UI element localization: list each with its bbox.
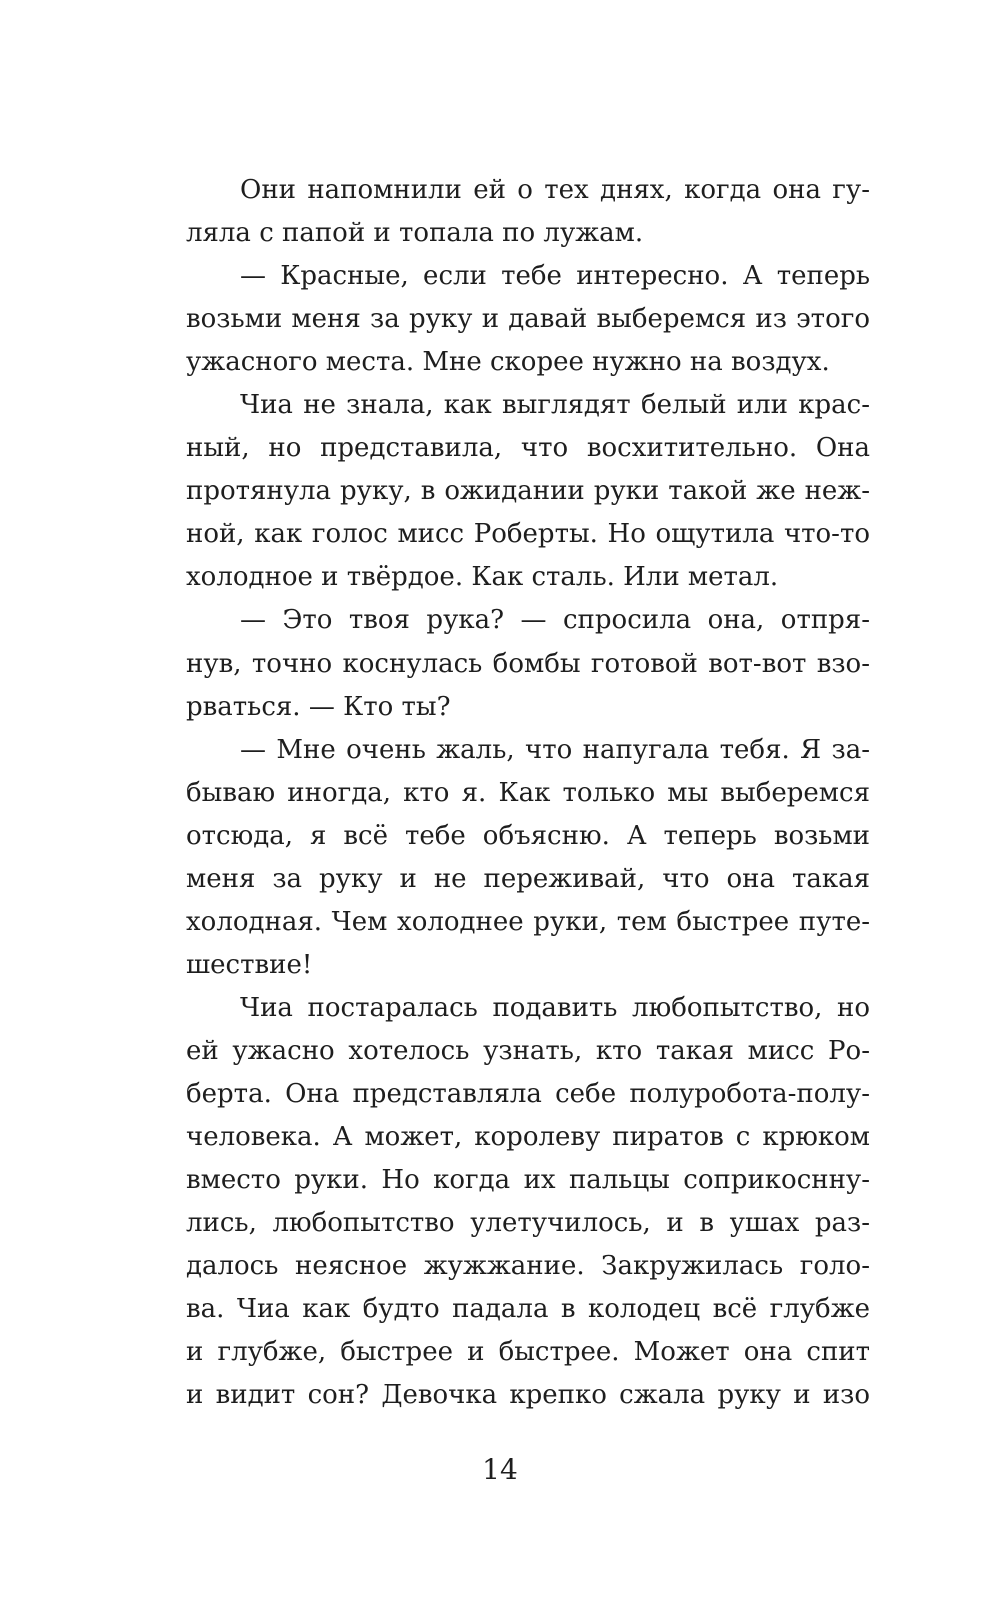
text-line: ный, но представила, что восхитительно. Она — [186, 433, 870, 464]
text-line: протянула руку, в ожидании руки такой же неж- — [186, 476, 870, 507]
text-line: ей ужасно хотелось узнать, кто такая мисс Ро- — [186, 1035, 870, 1066]
text-line: холодная. Чем холоднее руки, тем быстрее путе- — [186, 906, 870, 937]
text-line: — Красные, если тебе интересно. А теперь — [240, 261, 870, 292]
text-line: берта. Она представляла себе полуробота-полу- — [186, 1078, 870, 1109]
body-text — [186, 169, 870, 1417]
text-line: Чиа не знала, как выглядят белый или крас- — [240, 390, 870, 421]
text-line: шествие! — [186, 949, 313, 980]
text-line: ляла с папой и топала по лужам. — [186, 218, 644, 249]
text-line: возьми меня за руку и давай выберемся из этого — [186, 304, 870, 335]
text-line: ной, как голос мисс Роберты. Но ощутила что-то — [186, 519, 870, 550]
text-line: ва. Чиа как будто падала в колодец всё глубже — [186, 1294, 870, 1325]
page-number: 14 — [482, 1453, 518, 1486]
text-line: рваться. — Кто ты? — [186, 691, 451, 722]
text-line: холодное и твёрдое. Как сталь. Или метал. — [186, 562, 779, 593]
text-line: меня за руку и не переживай, что она такая — [186, 863, 870, 894]
text-line: далось неясное жужжание. Закружилась голо- — [186, 1251, 870, 1282]
text-line: ужасного места. Мне скорее нужно на воздух. — [186, 347, 830, 378]
text-line: — Мне очень жаль, что напугала тебя. Я за- — [240, 734, 870, 765]
text-line: и видит сон? Девочка крепко сжала руку и изо — [186, 1380, 870, 1411]
text-line: отсюда, я всё тебе объясню. А теперь возьми — [186, 820, 870, 851]
text-line: лись, любопытство улетучилось, и в ушах раз- — [186, 1208, 870, 1239]
text-line: Чиа постаралась подавить любопытство, но — [240, 992, 870, 1023]
text-line: — Это твоя рука? — спросила она, отпря- — [240, 605, 870, 636]
text-line: человека. А может, королеву пиратов с крюком — [186, 1122, 870, 1153]
text-line: вместо руки. Но когда их пальцы соприкоснну- — [186, 1165, 870, 1196]
text-line: и глубже, быстрее и быстрее. Может она спит — [186, 1337, 870, 1368]
text-line: Они напомнили ей о тех днях, когда она гу- — [240, 175, 870, 205]
text-line: нув, точно коснулась бомбы готовой вот-вот взо- — [186, 648, 870, 679]
text-line: бываю иногда, кто я. Как только мы выберемся — [186, 777, 870, 808]
